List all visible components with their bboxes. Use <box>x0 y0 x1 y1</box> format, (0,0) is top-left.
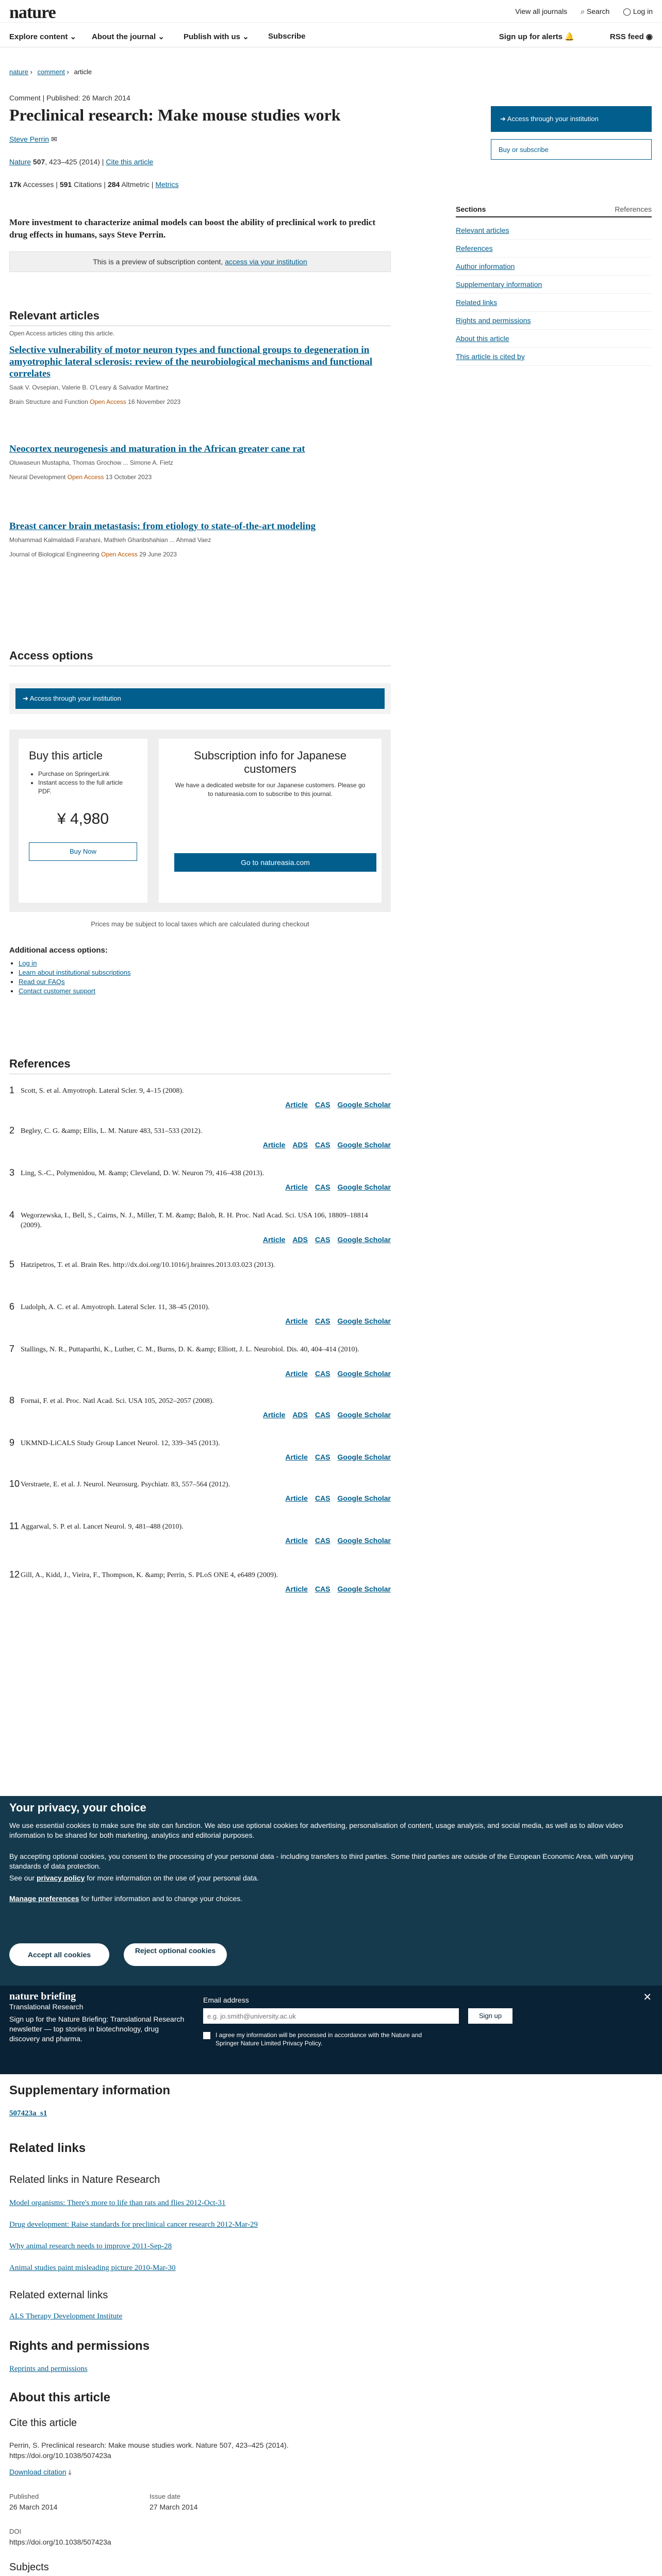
rights-heading: Rights and permissions <box>9 2339 150 2353</box>
reprints-link[interactable]: Reprints and permissions <box>9 2365 88 2373</box>
tab-sections[interactable]: Sections <box>456 205 486 213</box>
external-heading: Related external links <box>9 2290 108 2301</box>
login-link[interactable]: ◯ Log in <box>623 7 653 15</box>
related-link[interactable]: Why animal research needs to improve 2011-Sep-28 <box>9 2242 172 2250</box>
relevant-item: Selective vulnerability of motor neuron types and functional groups to degeneration in amyotrophic lateral sclerosis: review of the neurobiological mechanisms and functional correlates Saak V. Ovsepian, Valerie B. O'Leary & Salvador Martinez Brain Structure and Function Open Access 16 November 2023 <box>9 344 391 405</box>
reference-links <box>285 1494 391 1502</box>
chevron-down-icon: ⌄ <box>70 32 77 41</box>
reference-ads-link[interactable]: ADS <box>292 1235 308 1244</box>
reference-text: Begley, C. G. &amp; Ellis, L. M. Nature 483, 531–533 (2012). <box>21 1127 203 1135</box>
reference-cas-link[interactable]: CAS <box>315 1141 330 1149</box>
buy-now-button[interactable]: Buy Now <box>29 842 137 861</box>
author-link[interactable]: Steve Perrin <box>9 135 49 143</box>
tab-references[interactable]: References <box>615 205 652 213</box>
reference-cas-link[interactable]: CAS <box>315 1235 330 1244</box>
arrow-icon: ➜ <box>500 115 507 123</box>
breadcrumb-article: article <box>74 68 92 76</box>
sidebar-access-button[interactable]: ➜ Access through your institution <box>491 106 652 132</box>
reference-article-link[interactable]: Article <box>262 1141 286 1149</box>
relevant-heading: Relevant articles <box>9 309 391 326</box>
relevant-note: Open Access articles citing this article. <box>9 330 115 337</box>
reference-text: Fornai, F. et al. Proc. Natl Acad. Sci. USA 105, 2052–2057 (2008). <box>21 1397 214 1405</box>
reference-number: 6 <box>9 1301 15 1312</box>
reference-text: Ling, S.-C., Polymenidou, M. &amp; Cleveland, D. W. Neuron 79, 416–438 (2013). <box>21 1170 264 1177</box>
relevant-title[interactable]: Neocortex neurogenesis and maturation in the African greater cane rat <box>9 444 305 454</box>
privacy-banner: Your privacy, your choice We use essential cookies to make sure the site can function. We also use optional cookies for advertising, personalisation of content, usage analysis, and social media, as well as to allow video information to be shared for both marketing, analytics and editorial purposes. By accepting optional cookies, you consent to the processing of your personal data - including transfers to third parties. Some third parties are outside of the European Economic Area, with varying standards of data protection. See our privacy policy for more information on the use of your personal data. Manage preferences for further information and to change your choices. Accept all cookies Reject optional cookies <box>0 1796 662 1986</box>
login-option[interactable]: Log in <box>19 959 37 967</box>
reference-links <box>263 1411 391 1419</box>
chevron-down-icon: ⌄ <box>242 32 249 41</box>
standfirst: More investment to characterize animal models can boost the ability of preclinical work to predict drug effects in humans, says Steve Perrin. <box>9 217 376 240</box>
breadcrumb: nature › comment › article <box>9 68 92 76</box>
related-link[interactable]: Drug development: Raise standards for preclinical cancer research 2012-Mar-29 <box>9 2221 258 2229</box>
institution-link[interactable]: access via your institution <box>225 258 307 266</box>
reference-cas-link[interactable]: CAS <box>315 1183 330 1191</box>
reference-google-scholar-link[interactable]: Google Scholar <box>337 1585 391 1593</box>
section-link[interactable]: This article is cited by <box>456 352 525 361</box>
section-link[interactable]: About this article <box>456 334 509 343</box>
references-heading: References <box>9 1057 391 1074</box>
relevant-title[interactable]: Selective vulnerability of motor neuron types and functional groups to degeneration in amyotrophic lateral sclerosis: review of the neurobiological mechanisms and functional correlates <box>9 345 373 379</box>
reference-cas-link[interactable]: CAS <box>315 1369 330 1378</box>
accept-cookies-button[interactable]: Accept all cookies <box>9 1943 109 1966</box>
reference-google-scholar-link[interactable]: Google Scholar <box>337 1317 391 1325</box>
reference-article-link[interactable]: Article <box>262 1411 286 1419</box>
top-links <box>515 7 653 16</box>
reference-google-scholar-link[interactable]: Google Scholar <box>337 1141 391 1149</box>
supplementary-link[interactable]: 507423a_s1 <box>9 2109 47 2117</box>
reference-article-link[interactable]: Article <box>262 1235 286 1244</box>
reference-links <box>285 1317 391 1325</box>
citation-line: Nature 507, 423–425 (2014) | Cite this article <box>9 158 154 166</box>
alerts-link[interactable]: Sign up for alerts 🔔 <box>499 32 574 41</box>
section-link[interactable]: Related links <box>456 298 498 307</box>
support-option[interactable]: Contact customer support <box>19 987 95 995</box>
rss-link[interactable]: RSS feed ◉ <box>609 32 653 41</box>
reference-cas-link[interactable]: CAS <box>315 1453 330 1461</box>
reference-links <box>285 1369 391 1378</box>
reject-cookies-button[interactable]: Reject optional cookies <box>124 1943 227 1966</box>
nav-publish[interactable]: Publish with us ⌄ <box>184 32 249 41</box>
cite-heading: Cite this article <box>9 2417 77 2429</box>
faq-option[interactable]: Read our FAQs <box>19 978 65 986</box>
related-link[interactable]: Animal studies paint misleading picture 2010-Mar-30 <box>9 2264 176 2272</box>
purchase-panel <box>9 730 391 912</box>
reference-links <box>285 1183 391 1191</box>
chevron-down-icon: ⌄ <box>158 32 164 41</box>
reference-cas-link[interactable]: CAS <box>315 1317 330 1325</box>
rss-icon: ◉ <box>646 32 653 41</box>
search-link[interactable]: ⌕ Search <box>581 7 610 15</box>
breadcrumb-comment[interactable]: comment <box>37 68 65 76</box>
sidebar-buy-button[interactable]: Buy or subscribe <box>491 139 652 160</box>
reference-article-link[interactable]: Article <box>285 1183 308 1191</box>
download-icon: ⤓ <box>68 2468 72 2476</box>
reference-links <box>285 1453 391 1461</box>
reference-cas-link[interactable]: CAS <box>315 1585 330 1593</box>
reference-links <box>263 1235 391 1244</box>
tax-note: Prices may be subject to local taxes which are calculated during checkout <box>91 920 309 928</box>
briefing-logo: nature briefing Translational Research <box>9 1991 84 2011</box>
reference-number: 2 <box>9 1125 15 1136</box>
close-icon[interactable]: ✕ <box>643 1992 652 2003</box>
reference-text: Scott, S. et al. Amyotroph. Lateral Scler. 9, 4–15 (2008). <box>21 1087 184 1095</box>
reference-links <box>285 1585 391 1593</box>
author-line <box>9 135 57 144</box>
reference-google-scholar-link[interactable]: Google Scholar <box>337 1411 391 1419</box>
reference-text: Verstraete, E. et al. J. Neurol. Neurosurg. Psychiatr. 83, 557–564 (2012). <box>21 1481 230 1488</box>
relevant-title[interactable]: Breast cancer brain metastasis: from etiology to state-of-the-art modeling <box>9 521 316 532</box>
arrow-icon: ➜ <box>23 694 30 702</box>
price: ¥ 4,980 <box>57 810 109 827</box>
reference-google-scholar-link[interactable]: Google Scholar <box>337 1183 391 1191</box>
reference-text: Hatzipetros, T. et al. Brain Res. http://dx.doi.org/10.1016/j.brainres.2013.03.023 (2013). <box>21 1261 275 1269</box>
relevant-item: Neocortex neurogenesis and maturation in the African greater cane rat Oluwaseun Mustapha, Thomas Grochow ... Simone A. Fietz Neural Development Open Access 13 October 2023 <box>9 443 391 481</box>
reference-text: Stallings, N. R., Puttaparthi, K., Luther, C. M., Burns, D. K. &amp; Elliott, J. L. Neurobiol. Dis. 40, 404–414 (2010). <box>21 1346 359 1353</box>
related-link[interactable]: Model organisms: There's more to life than rats and flies 2012-Oct-31 <box>9 2199 226 2207</box>
nav-explore[interactable]: Explore content ⌄ <box>9 32 77 41</box>
privacy-policy-link[interactable]: privacy policy <box>36 1874 85 1882</box>
subjects-heading: Subjects <box>9 2562 49 2573</box>
email-field[interactable] <box>203 2008 459 2024</box>
reference-number: 11 <box>9 1521 19 1531</box>
external-link[interactable]: ALS Therapy Development Institute <box>9 2312 123 2320</box>
reference-cas-link[interactable]: CAS <box>315 1536 330 1545</box>
reference-number: 1 <box>9 1085 15 1095</box>
reference-google-scholar-link[interactable]: Google Scholar <box>337 1100 391 1109</box>
reference-google-scholar-link[interactable]: Google Scholar <box>337 1536 391 1545</box>
article-meta: Comment | Published: 26 March 2014 <box>9 94 130 102</box>
additional-options: Additional access options: • Log in • Learn about institutional subscriptions • Read our FAQs • Contact customer support <box>9 946 391 996</box>
journal-link[interactable]: Nature <box>9 158 31 166</box>
reference-ads-link[interactable]: ADS <box>292 1141 308 1149</box>
reference-number: 10 <box>9 1479 20 1489</box>
mail-icon[interactable]: ✉ <box>51 135 57 143</box>
reference-number: 8 <box>9 1395 15 1405</box>
main-nav <box>0 27 662 47</box>
cite-link[interactable]: Cite this article <box>106 158 154 166</box>
metrics-bar: 17k Accesses | 591 Citations | 284 Altmetric | Metrics <box>9 180 179 189</box>
reference-text: Ludolph, A. C. et al. Amyotroph. Lateral Scler. 11, 38–45 (2010). <box>21 1303 210 1311</box>
subscription-card: Subscription info for Japanese customers We have a dedicated website for our Japanese customers. Please go to natureasia.com to subscribe to this journal. Go to natureasia.com <box>159 739 382 903</box>
reference-number: 4 <box>9 1210 15 1220</box>
related-nr-heading: Related links in Nature Research <box>9 2174 160 2185</box>
reference-article-link[interactable]: Article <box>285 1585 308 1593</box>
reference-google-scholar-link[interactable]: Google Scholar <box>337 1369 391 1378</box>
supplementary-heading: Supplementary information <box>9 2083 171 2097</box>
reference-google-scholar-link[interactable]: Google Scholar <box>337 1494 391 1502</box>
breadcrumb-nature[interactable]: nature <box>9 68 28 76</box>
manage-preferences-link[interactable]: Manage preferences <box>9 1894 79 1903</box>
reference-cas-link[interactable]: CAS <box>315 1494 330 1502</box>
reference-article-link[interactable]: Article <box>285 1536 308 1545</box>
reference-number: 3 <box>9 1167 15 1178</box>
section-link[interactable]: Supplementary information <box>456 280 542 289</box>
reference-article-link[interactable]: Article <box>285 1317 308 1325</box>
signup-button[interactable]: Sign up <box>468 2008 512 2024</box>
reference-text: Aggarwal, S. P. et al. Lancet Neurol. 9, 481–488 (2010). <box>21 1523 184 1531</box>
section-link[interactable]: Rights and permissions <box>456 316 531 325</box>
newsletter-banner: nature briefing Translational Research Sign up for the Nature Briefing: Translational Research newsletter — top stories in biotechnology, drug discovery and pharma. Email address e.g. jo.smith@university.ac.uk Sign up I agree my information will be processed in accordance with the Nature and Springer Nature Limited Privacy Policy. ✕ <box>0 1986 662 2074</box>
doi: https://doi.org/10.1038/507423a <box>9 2538 111 2546</box>
natureasia-button[interactable]: Go to natureasia.com <box>174 853 376 872</box>
institution-button[interactable]: ➜ Access through your institution <box>15 688 385 709</box>
bell-icon: 🔔 <box>565 32 574 41</box>
reference-ads-link[interactable]: ADS <box>292 1411 308 1419</box>
institution-box <box>9 683 391 714</box>
reference-number: 7 <box>9 1344 15 1354</box>
download-citation-link[interactable]: Download citation <box>9 2468 67 2476</box>
metrics-link[interactable]: Metrics <box>155 180 179 189</box>
reference-number: 9 <box>9 1437 15 1448</box>
view-journals-link[interactable]: View all journals <box>515 7 568 15</box>
reference-article-link[interactable]: Article <box>285 1369 308 1378</box>
article-title: Preclinical research: Make mouse studies work <box>9 106 341 124</box>
institutional-option[interactable]: Learn about institutional subscriptions <box>19 969 131 976</box>
reference-article-link[interactable]: Article <box>285 1100 308 1109</box>
preview-notice: This is a preview of subscription content, access via your institution <box>9 251 391 272</box>
top-bar <box>0 0 662 23</box>
about-heading: About this article <box>9 2391 111 2404</box>
reference-cas-link[interactable]: CAS <box>315 1100 330 1109</box>
relevant-item: Breast cancer brain metastasis: from etiology to state-of-the-art modeling Mohammad Kalmaldadi Farahani, Mathieh Gharibshahian ... Ahmad Vaez Journal of Biological Engineering Open Access 29 June 2023 <box>9 520 391 558</box>
reference-google-scholar-link[interactable]: Google Scholar <box>337 1235 391 1244</box>
reference-number: 12 <box>9 1569 20 1580</box>
reference-google-scholar-link[interactable]: Google Scholar <box>337 1453 391 1461</box>
section-link[interactable]: References <box>456 244 493 252</box>
reference-article-link[interactable]: Article <box>285 1453 308 1461</box>
nav-about[interactable]: About the journal ⌄ <box>92 32 164 41</box>
reference-number: 5 <box>9 1259 15 1269</box>
sections-panel <box>456 205 652 366</box>
reference-text: Wegorzewska, I., Bell, S., Cairns, N. J., Miller, T. M. &amp; Baloh, R. H. Proc. Natl Acad. Sci. USA 106, 18809–18814 (2009). <box>21 1212 368 1229</box>
agree-checkbox[interactable] <box>203 2032 210 2039</box>
user-icon: ◯ <box>623 7 633 15</box>
section-link[interactable]: Author information <box>456 262 515 270</box>
reference-links <box>285 1536 391 1545</box>
reference-article-link[interactable]: Article <box>285 1494 308 1502</box>
buy-card: Buy this article • Purchase on SpringerLink • Instant access to the full article PDF. ¥ 4,980 Buy Now <box>19 739 147 903</box>
reference-cas-link[interactable]: CAS <box>315 1411 330 1419</box>
section-link[interactable]: Relevant articles <box>456 226 509 234</box>
reference-text: Gill, A., Kidd, J., Vieira, F., Thompson, K. &amp; Perrin, S. PLoS ONE 4, e6489 (2009). <box>21 1571 278 1579</box>
related-links-heading: Related links <box>9 2141 86 2155</box>
privacy-heading: Your privacy, your choice <box>9 1801 146 1814</box>
search-icon: ⌕ <box>581 7 587 15</box>
access-heading: Access options <box>9 649 391 666</box>
nav-subscribe[interactable]: Subscribe <box>268 32 306 41</box>
nature-logo[interactable]: nature <box>9 3 56 22</box>
reference-links <box>285 1100 391 1109</box>
reference-links <box>263 1141 391 1149</box>
reference-text: UKMND-LiCALS Study Group Lancet Neurol. 12, 339–345 (2013). <box>21 1439 220 1447</box>
cite-text: Perrin, S. Preclinical research: Make mouse studies work. Nature 507, 423–425 (2014). https://doi.org/10.1038/507423a <box>9 2441 289 2460</box>
